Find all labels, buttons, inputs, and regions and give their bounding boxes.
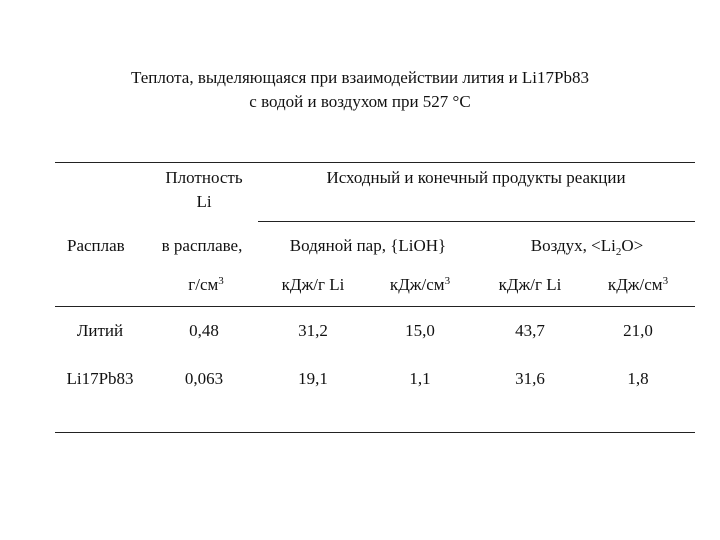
density-header-line-2: Li <box>196 192 212 211</box>
density-header-line-3: в расплаве, <box>161 236 243 255</box>
air-header-sub: 2 <box>615 246 622 258</box>
unit-air-per-cm3-text: кДж/см <box>607 275 663 294</box>
unit-water-per-cm3 <box>390 274 450 296</box>
row-2-name: Li17Pb83 <box>66 369 134 388</box>
air-header <box>531 235 643 257</box>
melt-header: Расплав <box>67 236 125 255</box>
bottom-rule <box>55 432 695 433</box>
row-2-air-per-cm3: 1,8 <box>627 369 649 388</box>
row-2-air-per-g: 31,6 <box>515 369 545 388</box>
row-1-water-per-cm3: 15,0 <box>405 321 435 340</box>
row-1-water-per-g: 31,2 <box>298 321 328 340</box>
row-1-name: Литий <box>76 321 124 340</box>
density-unit-text: г/см <box>188 275 219 294</box>
row-2-water-per-cm3: 1,1 <box>409 369 431 388</box>
air-header-pre: Воздух, <Li <box>530 236 616 255</box>
products-underline <box>258 221 695 222</box>
table-caption <box>0 66 720 114</box>
unit-water-per-cm3-exponent: 3 <box>444 275 451 287</box>
top-rule <box>55 162 695 163</box>
row-2-density: 0,063 <box>184 369 224 388</box>
air-header-post: O> <box>621 236 644 255</box>
products-header: Исходный и конечный продукты реакции <box>326 168 626 187</box>
unit-water-per-cm3-text: кДж/см <box>389 275 445 294</box>
density-header-line-1: Плотность <box>165 168 243 187</box>
caption-line-2: с водой и воздухом при 527 °С <box>249 92 471 111</box>
unit-air-per-cm3 <box>608 274 668 296</box>
row-2-water-per-g: 19,1 <box>298 369 328 388</box>
density-unit-exponent: 3 <box>218 275 224 287</box>
density-unit <box>188 274 224 296</box>
unit-water-per-g: кДж/г Li <box>281 275 345 294</box>
row-1-air-per-cm3: 21,0 <box>623 321 653 340</box>
header-bottom-rule <box>55 306 695 307</box>
water-vapor-header: Водяной пар, {LiOH} <box>289 236 447 255</box>
unit-air-per-cm3-exponent: 3 <box>662 275 669 287</box>
row-1-density: 0,48 <box>189 321 219 340</box>
row-1-air-per-g: 43,7 <box>515 321 545 340</box>
caption-line-1: Теплота, выделяющаяся при взаимодействии лития и Li17Pb83 <box>131 68 589 87</box>
unit-air-per-g: кДж/г Li <box>498 275 562 294</box>
